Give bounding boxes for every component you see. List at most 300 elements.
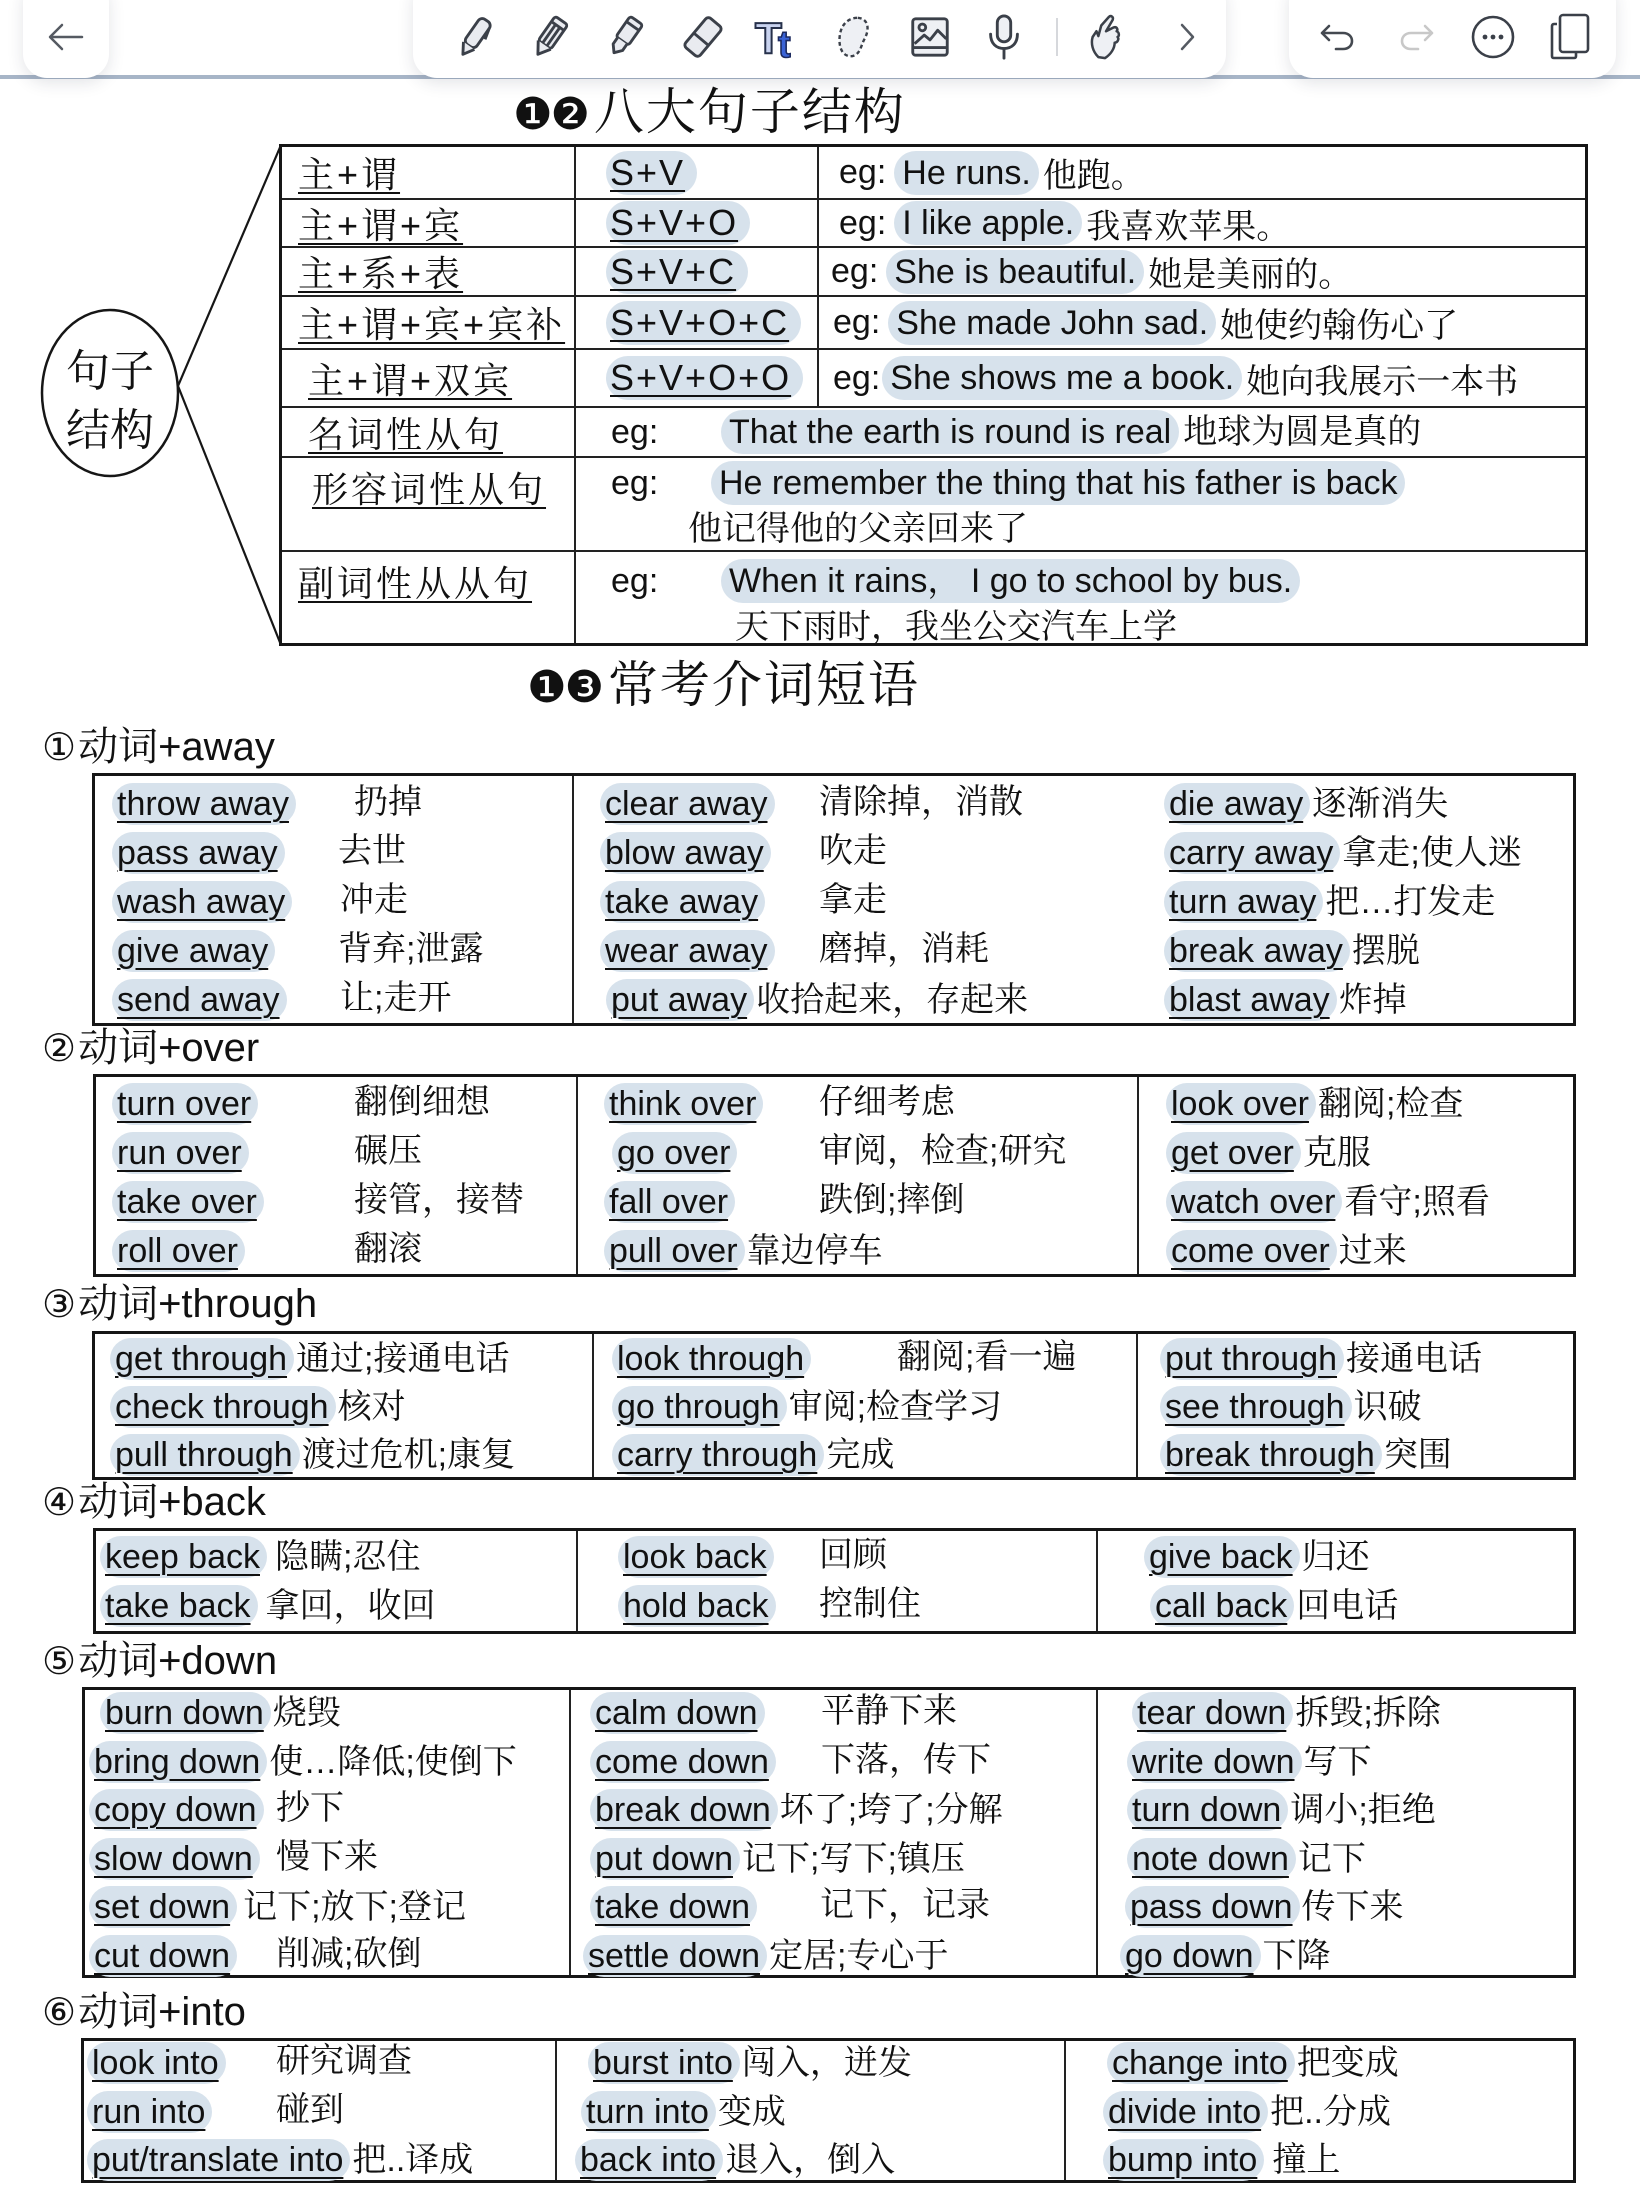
- phrase-en: look through: [612, 1338, 811, 1380]
- example-en: He runs.: [894, 151, 1039, 195]
- phrase-meaning: 收拾起来，存起来: [756, 981, 1029, 1020]
- phrase-row: [1164, 925, 1522, 974]
- phrase-row: [112, 1225, 422, 1274]
- phrase-row: [89, 1736, 517, 1785]
- example-cell: [819, 147, 1585, 200]
- phrase-en: die away: [1164, 783, 1310, 825]
- phrase-en: copy down: [89, 1789, 264, 1831]
- eraser-icon: [680, 12, 726, 62]
- phrase-meaning: 回顾: [819, 1536, 887, 1574]
- section-heading-over: [42, 1024, 259, 1072]
- phrase-meaning: 下落，传下: [821, 1740, 991, 1779]
- phrase-table-back: [93, 1528, 1576, 1634]
- phrase-row: [575, 2134, 912, 2183]
- example-translation-line: [611, 506, 1028, 552]
- phrase-en: carry away: [1164, 832, 1340, 874]
- example-zh: 他记得他的父亲回来了: [688, 510, 1028, 548]
- phrase-meaning: 背弃;泄露: [338, 930, 484, 968]
- structure-cell: [282, 408, 576, 458]
- phrase-meaning: 平静下来: [821, 1692, 957, 1730]
- phrase-en: wash away: [112, 881, 292, 923]
- phrase-meaning: 接管，接替: [354, 1181, 524, 1219]
- phrase-column: [87, 2037, 473, 2183]
- phrase-meaning: 撞上: [1272, 2141, 1341, 2180]
- phrase-en: hold back: [618, 1585, 776, 1627]
- text-tool-icon: [753, 11, 803, 63]
- phrase-en: throw away: [112, 783, 296, 825]
- structure-name: 主+谓+双宾: [308, 359, 513, 401]
- structure-cell: [282, 200, 576, 248]
- section-number: ②: [42, 1026, 77, 1070]
- structure-name: 副词性从从句: [298, 563, 533, 604]
- example-cell: [819, 200, 1585, 248]
- phrase-en: keep back: [100, 1536, 267, 1578]
- mindmap-connector: [0, 0, 300, 660]
- phrase-row: [618, 1580, 921, 1629]
- tools-card: [413, 0, 1226, 78]
- phrase-en: look into: [87, 2042, 226, 2084]
- hub-label-line: 结构: [66, 406, 154, 455]
- phrase-meaning: 审阅，检查;研究: [819, 1132, 1067, 1170]
- section-label: 动词+into: [78, 1990, 246, 2034]
- image-tool-button[interactable]: [905, 11, 955, 63]
- phrase-en: pull over: [604, 1230, 745, 1272]
- example-line: [611, 409, 1421, 455]
- eg-label: eg:: [611, 413, 659, 451]
- phrase-row: [112, 1127, 422, 1176]
- phrase-row: [89, 1930, 517, 1979]
- highlighter-icon: [602, 12, 648, 62]
- phrase-row: [89, 1881, 517, 1930]
- phrase-en: look over: [1166, 1083, 1316, 1125]
- highlighter-tool-button[interactable]: [600, 11, 650, 63]
- eraser-tool-button[interactable]: [678, 11, 728, 63]
- section-number: ①: [42, 725, 77, 769]
- phrase-meaning: 拆毁;拆除: [1295, 1694, 1441, 1733]
- phrase-en: turn down: [1127, 1789, 1288, 1831]
- structure-name: 名词性从句: [308, 413, 504, 455]
- phrase-en: send away: [112, 979, 287, 1021]
- section-number: ④: [42, 1480, 77, 1524]
- phrase-column: [1144, 1531, 1398, 1629]
- phrase-en: wear away: [600, 930, 775, 972]
- example-cell: [576, 408, 1585, 458]
- phrase-meaning: 归还: [1301, 1538, 1370, 1577]
- example-en: She is beautiful.: [886, 250, 1144, 294]
- example-line: [611, 558, 1304, 604]
- phrase-en: pull through: [110, 1434, 300, 1476]
- phrase-column: [112, 1078, 524, 1274]
- phrase-en: note down: [1127, 1838, 1296, 1880]
- phrase-meaning: 核对: [337, 1388, 406, 1427]
- title-number: ❶❷: [513, 89, 588, 140]
- phrase-row: [618, 1531, 887, 1580]
- example-cell: [576, 458, 1585, 552]
- phrase-en: go through: [612, 1386, 787, 1428]
- phrase-meaning: 写下: [1303, 1742, 1372, 1781]
- structure-name: 主+谓+宾: [298, 204, 464, 246]
- phrase-meaning: 传下来: [1301, 1888, 1404, 1927]
- phrase-meaning: 回电话: [1296, 1587, 1399, 1626]
- phrase-row: [1160, 1429, 1482, 1477]
- phrase-meaning: 翻阅;检查: [1317, 1085, 1464, 1124]
- phrase-meaning: 跌倒;摔倒: [819, 1181, 965, 1219]
- phrase-meaning: 定居;专心于: [769, 1936, 949, 1975]
- redo-button[interactable]: [1392, 11, 1442, 63]
- phrases-title: [527, 655, 920, 718]
- phrase-en: fall over: [604, 1181, 735, 1223]
- phrase-meaning: 记下;写下;镇压: [742, 1839, 965, 1878]
- phrase-en: turn over: [112, 1083, 258, 1125]
- example-line: [611, 460, 1409, 506]
- column-divider: [572, 776, 574, 1023]
- pencil-icon: [527, 12, 573, 62]
- phrase-column: [89, 1687, 517, 1979]
- phrase-meaning: 逐渐消失: [1312, 785, 1449, 824]
- phrase-row: [612, 1381, 1002, 1429]
- phrase-en: blast away: [1164, 979, 1337, 1021]
- phrase-meaning: 把..分成: [1270, 2092, 1392, 2131]
- phrase-en: burst into: [588, 2042, 740, 2084]
- example-zh: 她是美丽的。: [1148, 256, 1353, 294]
- phrase-row: [1103, 2037, 1399, 2086]
- section-label: 动词+away: [78, 725, 275, 769]
- phrase-row: [612, 1429, 1002, 1477]
- phrase-meaning: 记下，记录: [820, 1886, 990, 1925]
- eg-label: eg:: [839, 153, 887, 191]
- phrase-row: [112, 827, 406, 876]
- phrase-en: slow down: [89, 1838, 260, 1880]
- phrase-row: [110, 1333, 515, 1381]
- toolbar-separator: [1056, 18, 1058, 56]
- structure-name: 形容词性从句: [312, 469, 547, 510]
- phrase-meaning: 翻滚: [354, 1230, 422, 1268]
- eg-label: eg:: [833, 303, 881, 341]
- column-divider: [576, 1531, 578, 1631]
- example-zh: 天下雨时，我坐公交汽车上学: [735, 608, 1177, 646]
- phrase-row: [1166, 1176, 1490, 1225]
- column-divider: [569, 1690, 571, 1975]
- phrase-column: [575, 2037, 912, 2183]
- pen-tool-button[interactable]: [450, 11, 500, 63]
- lasso-tool-button[interactable]: [829, 11, 879, 63]
- phrase-table-down: [82, 1687, 1576, 1978]
- phrase-meaning: 识破: [1353, 1388, 1422, 1427]
- structure-name: 主+谓+宾+宾补: [298, 304, 566, 345]
- phrase-row: [89, 1784, 517, 1833]
- phrase-meaning: 研究调查: [276, 2042, 412, 2080]
- phrase-row: [110, 1381, 515, 1429]
- phrase-en: blow away: [600, 832, 771, 874]
- phrase-row: [89, 1687, 517, 1736]
- phrase-table-over: [93, 1074, 1576, 1277]
- phrase-en: put away: [606, 979, 754, 1021]
- touch-tool-button[interactable]: [1082, 11, 1132, 63]
- phrase-meaning: 靠边停车: [746, 1232, 883, 1271]
- phrase-en: go down: [1120, 1935, 1261, 1977]
- phrase-en: take away: [600, 881, 765, 923]
- eg-label: eg:: [611, 464, 659, 502]
- phrase-meaning: 调小;拒绝: [1290, 1791, 1436, 1830]
- phrase-row: [1120, 1930, 1441, 1979]
- formula-cell: [576, 147, 819, 200]
- phrase-row: [100, 1580, 436, 1629]
- voice-tool-button[interactable]: [979, 11, 1029, 63]
- phrase-row: [612, 1333, 1077, 1381]
- phrase-table-through: [92, 1331, 1576, 1480]
- svg-text:t: t: [778, 24, 791, 63]
- phrase-column: [612, 1333, 1077, 1477]
- section-number: ⑥: [42, 1990, 77, 2034]
- column-divider: [555, 2041, 557, 2180]
- phrase-en: put/translate into: [87, 2139, 350, 2181]
- phrase-en: turn away: [1164, 881, 1323, 923]
- section-heading-back: [42, 1478, 266, 1526]
- phrase-en: put through: [1160, 1338, 1344, 1380]
- section-heading-away: [42, 723, 275, 771]
- phrase-en: watch over: [1166, 1181, 1342, 1223]
- phrase-meaning: 让;走开: [340, 979, 452, 1017]
- phrase-meaning: 记下: [1297, 1839, 1366, 1878]
- expand-tools-button[interactable]: [1162, 11, 1212, 63]
- column-divider: [1136, 1334, 1138, 1477]
- phrase-meaning: 碰到: [276, 2090, 344, 2129]
- phrase-row: [1164, 778, 1522, 827]
- phrase-row: [600, 876, 1028, 925]
- phrase-row: [1103, 2086, 1399, 2135]
- chevron-right-icon: [1172, 17, 1202, 57]
- phrase-en: roll over: [112, 1230, 245, 1272]
- phrase-meaning: 拿走;使人迷: [1342, 834, 1522, 873]
- example-translation-line: [611, 604, 1177, 650]
- phrase-row: [112, 876, 408, 925]
- phrase-en: get through: [110, 1338, 294, 1380]
- arrow-left-icon: [47, 22, 85, 52]
- formula: S+V+C: [606, 250, 748, 294]
- phrase-row: [112, 974, 452, 1023]
- image-icon: [907, 12, 953, 62]
- formula-cell: [576, 350, 819, 408]
- microphone-icon: [981, 11, 1027, 63]
- lasso-icon: [831, 12, 877, 62]
- formula-cell: [576, 200, 819, 248]
- phrase-row: [110, 1429, 515, 1477]
- undo-icon: [1317, 19, 1357, 55]
- phrase-en: change into: [1107, 2042, 1295, 2084]
- structure-cell: [282, 552, 576, 643]
- pages-button[interactable]: [1545, 11, 1595, 63]
- phrase-en: give away: [112, 930, 275, 972]
- example-zh: 我喜欢苹果。: [1086, 207, 1291, 246]
- example-en: She made John sad.: [888, 301, 1216, 345]
- phrase-row: [1120, 1736, 1441, 1785]
- example-cell: [819, 350, 1585, 408]
- phrase-column: [1103, 2037, 1399, 2183]
- formula: S+V+O: [606, 201, 750, 245]
- phrase-en: take over: [112, 1181, 264, 1223]
- phrase-row: [600, 827, 1028, 876]
- text-tool-button[interactable]: [753, 11, 803, 63]
- column-divider: [1064, 2041, 1066, 2180]
- back-button[interactable]: [41, 11, 91, 63]
- pen-icon: [452, 12, 498, 62]
- phrase-meaning: 削减;砍倒: [276, 1934, 422, 1973]
- eg-label: eg:: [833, 358, 881, 397]
- phrase-en: bump into: [1103, 2139, 1264, 2181]
- phrase-row: [575, 2086, 912, 2135]
- phrase-meaning: 把变成: [1296, 2044, 1399, 2083]
- pages-icon: [1548, 12, 1592, 62]
- phrase-en: divide into: [1103, 2091, 1268, 2133]
- phrase-row: [1144, 1531, 1398, 1580]
- phrase-row: [1120, 1687, 1441, 1736]
- formula: S+V+O+O: [606, 356, 803, 400]
- connector-line-bottom: [178, 386, 281, 645]
- phrase-row: [604, 1176, 965, 1225]
- phrase-column: [112, 778, 484, 1023]
- svg-text:T: T: [755, 14, 782, 63]
- phrase-en: come over: [1166, 1230, 1337, 1272]
- phrase-meaning: 渡过危机;康复: [301, 1436, 516, 1475]
- phrase-meaning: 翻倒细想: [354, 1083, 490, 1121]
- phrase-meaning: 烧毁: [272, 1694, 341, 1733]
- phrase-meaning: 克服: [1302, 1134, 1371, 1173]
- eg-label: eg:: [831, 252, 879, 290]
- phrase-row: [1120, 1784, 1441, 1833]
- structure-cell: [282, 147, 576, 200]
- section-heading-into: [42, 1988, 246, 2036]
- phrase-column: [1120, 1687, 1441, 1979]
- phrase-en: clear away: [600, 783, 775, 825]
- phrase-meaning: 拿回，收回: [265, 1587, 436, 1626]
- phrase-table-into: [81, 2038, 1576, 2183]
- phrase-column: [600, 778, 1028, 1023]
- phrase-en: cut down: [89, 1935, 237, 1977]
- phrase-row: [604, 1127, 1067, 1176]
- phrase-row: [575, 2037, 912, 2086]
- phrase-row: [600, 925, 1028, 974]
- connector-line-top: [178, 145, 281, 386]
- phrase-en: carry through: [612, 1434, 824, 1476]
- phrase-row: [89, 1833, 517, 1882]
- phrase-row: [100, 1531, 436, 1580]
- example-zh: 地球为圆是真的: [1183, 413, 1422, 451]
- phrase-meaning: 拿走: [819, 881, 887, 919]
- section-number: ③: [42, 1282, 77, 1326]
- structure-cell: [282, 350, 576, 408]
- phrase-row: [112, 1078, 490, 1127]
- example-zh: 她使约翰伤心了: [1220, 307, 1459, 345]
- phrase-en: pass down: [1125, 1886, 1300, 1928]
- eg-label: eg:: [611, 562, 659, 600]
- phrase-en: settle down: [583, 1935, 767, 1977]
- phrase-en: check through: [110, 1386, 336, 1428]
- phrase-meaning: 慢下来: [276, 1837, 378, 1876]
- phrase-meaning: 看守;照看: [1344, 1183, 1490, 1222]
- phrase-en: see through: [1160, 1386, 1352, 1428]
- example-en: He remember the thing that his father is back: [711, 461, 1405, 505]
- phrase-meaning: 过来: [1338, 1232, 1407, 1271]
- phrase-meaning: 记下;放下;登记: [243, 1888, 466, 1927]
- phrase-row: [590, 1687, 1003, 1736]
- phrase-meaning: 突围: [1383, 1436, 1452, 1475]
- phrase-row: [1164, 974, 1522, 1023]
- phrase-meaning: 审阅;检查学习: [788, 1388, 1003, 1427]
- back-card: [23, 0, 109, 78]
- phrase-meaning: 下降: [1262, 1936, 1331, 1975]
- phrase-row: [590, 1833, 1003, 1882]
- phrase-meaning: 扔掉: [354, 783, 422, 821]
- formula-cell: [576, 248, 819, 297]
- phrase-en: run into: [87, 2091, 212, 2133]
- more-button[interactable]: [1468, 11, 1518, 63]
- column-divider: [576, 1077, 578, 1274]
- example-en: She shows me a book.: [882, 356, 1242, 400]
- phrase-en: pass away: [112, 832, 285, 874]
- example-cell: [819, 248, 1585, 297]
- phrase-en: break through: [1160, 1434, 1382, 1476]
- phrase-en: burn down: [100, 1692, 271, 1734]
- column-divider: [1096, 1531, 1098, 1631]
- section-label: 动词+down: [78, 1639, 278, 1683]
- phrase-en: set down: [89, 1886, 237, 1928]
- structure-cell: [282, 248, 576, 297]
- formula: S+V: [606, 151, 697, 195]
- structure-name: 主+系+表: [298, 253, 464, 294]
- formula-cell: [576, 297, 819, 350]
- phrase-meaning: 摆脱: [1351, 932, 1420, 971]
- phrase-row: [112, 778, 422, 827]
- example-zh: 她向我展示一本书: [1246, 362, 1519, 401]
- phrase-meaning: 隐瞒;忍住: [275, 1538, 421, 1577]
- phrase-en: back into: [575, 2139, 723, 2181]
- phrase-meaning: 控制住: [819, 1585, 921, 1623]
- structure-cell: [282, 297, 576, 350]
- phrase-en: take back: [100, 1585, 258, 1627]
- example-en: I like apple.: [894, 201, 1082, 245]
- title-text: 常考介词短语: [607, 657, 920, 713]
- hub-label: [42, 342, 178, 460]
- phrase-row: [1166, 1225, 1490, 1274]
- phrase-meaning: 完成: [826, 1436, 895, 1475]
- phrase-meaning: 通过;接通电话: [296, 1340, 510, 1379]
- phrase-meaning: 磨掉，消耗: [819, 930, 989, 968]
- phrase-column: [1164, 778, 1522, 1023]
- phrase-meaning: 清除掉，消散: [819, 783, 1023, 821]
- undo-button[interactable]: [1312, 11, 1362, 63]
- phrase-meaning: 接通电话: [1346, 1340, 1483, 1379]
- phrase-row: [1166, 1127, 1490, 1176]
- section-number: ⑤: [42, 1639, 77, 1683]
- phrase-row: [1160, 1381, 1482, 1429]
- phrase-row: [590, 1736, 1003, 1785]
- phrase-meaning: 吹走: [819, 832, 887, 870]
- column-divider: [1096, 1690, 1098, 1975]
- example-zh: 他跑。: [1042, 157, 1145, 195]
- phrase-row: [1164, 827, 1522, 876]
- phrase-meaning: 碾压: [354, 1132, 422, 1170]
- phrase-en: tear down: [1132, 1692, 1293, 1734]
- phrase-column: [590, 1687, 1003, 1979]
- phrase-column: [100, 1531, 436, 1629]
- pencil-tool-button[interactable]: [525, 11, 575, 63]
- phrase-row: [1120, 1833, 1441, 1882]
- redo-icon: [1397, 19, 1437, 55]
- title-text: 八大句子结构: [593, 84, 906, 140]
- phrase-row: [112, 925, 484, 974]
- phrase-row: [1120, 1881, 1441, 1930]
- phrase-row: [1160, 1333, 1482, 1381]
